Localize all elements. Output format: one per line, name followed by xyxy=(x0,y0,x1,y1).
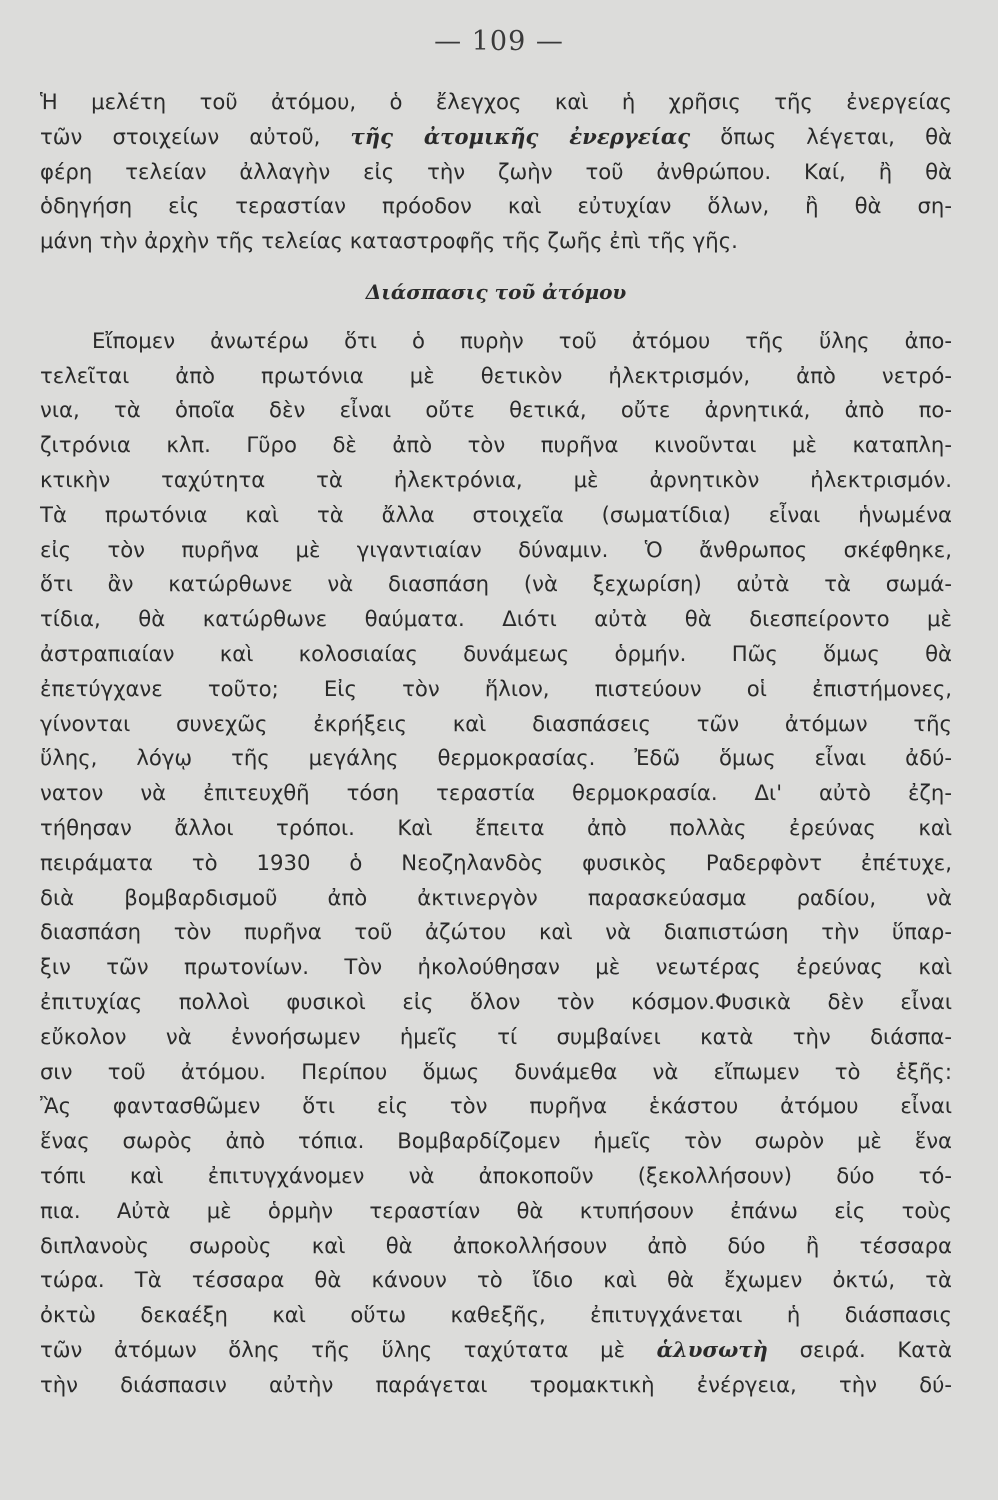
text-line: ξιν τῶν πρωτονίων. Τὸν ἠκολούθησαν μὲ νεωτέρας ἐρεύνας καὶ xyxy=(40,954,952,980)
text-line: φέρη τελείαν ἀλλαγὴν εἰς τὴν ζωὴν τοῦ ἀνθρώπου. Καί, ἢ θὰ xyxy=(40,158,952,184)
text-line: Εἴπομεν ἀνωτέρω ὅτι ὁ πυρὴν τοῦ ἀτόμου τῆς ὕλης ἀπο- xyxy=(92,327,952,353)
text-line: διὰ βομβαρδισμοῦ ἀπὸ ἀκτινεργὸν παρασκεύασμα ραδίου, νὰ xyxy=(40,884,952,910)
text-line: ἐπιτυχίας πολλοὶ φυσικοὶ εἰς ὅλον τὸν κόσμον.Φυσικὰ δὲν εἶναι xyxy=(40,988,952,1014)
text-line: ὀκτὼ δεκαέξη καὶ οὕτω καθεξῆς, ἐπιτυγχάνεται ἡ διάσπασις xyxy=(40,1302,952,1328)
text-line: ὁδηγήση εἰς τεραστίαν πρόοδον καὶ εὐτυχίαν ὅλων, ἢ θὰ ση- xyxy=(40,193,952,219)
text-line: τώρα. Τὰ τέσσαρα θὰ κάνουν τὸ ἴδιο καὶ θὰ ἔχωμεν ὀκτώ, τὰ xyxy=(40,1267,952,1293)
text-line: τῶν ἀτόμων ὅλης τῆς ὕλης ταχύτατα μὲ ἁλυσωτὴ σειρά. Κατὰ xyxy=(40,1336,952,1362)
text-line: τὴν διάσπασιν αὐτὴν παράγεται τρομακτικὴ ἐνέργεια, τὴν δύ- xyxy=(40,1371,952,1397)
text-line: νια, τὰ ὁποῖα δὲν εἶναι οὔτε θετικά, οὔτε ἀρνητικά, ἀπὸ πο- xyxy=(40,397,952,423)
text-line: διασπάση τὸν πυρῆνα τοῦ ἀζώτου καὶ νὰ διαπιστώση τὴν ὕπαρ- xyxy=(40,919,952,945)
text-line: μάνη τὴν ἀρχὴν τῆς τελείας καταστροφῆς τῆς ζωῆς ἐπὶ τῆς γῆς. xyxy=(40,228,738,254)
text-line: τήθησαν ἄλλοι τρόποι. Καὶ ἔπειτα ἀπὸ πολλὰς ἐρεύνας καὶ xyxy=(40,814,952,840)
text-line: Τὰ πρωτόνια καὶ τὰ ἄλλα στοιχεῖα (σωματίδια) εἶναι ἡνωμένα xyxy=(40,501,952,527)
text-line: νατον νὰ ἐπιτευχθῆ τόση τεραστία θερμοκρασία. Δι' αὐτὸ ἐζη- xyxy=(40,780,952,806)
text-line: ἐπετύγχανε τοῦτο; Εἰς τὸν ἥλιον, πιστεύουν οἱ ἐπιστήμονες, xyxy=(40,675,952,701)
text-line: εἰς τὸν πυρῆνα μὲ γιγαντιαίαν δύναμιν. Ὁ ἄνθρωπος σκέφθηκε, xyxy=(40,536,952,562)
text-line: ἀστραπιαίαν καὶ κολοσιαίας δυνάμεως ὁρμήν. Πῶς ὅμως θὰ xyxy=(40,640,952,666)
text-line: τόπι καὶ ἐπιτυγχάνομεν νὰ ἀποκοποῦν (ξεκολλήσουν) δύο τό- xyxy=(40,1162,952,1188)
text-line: ζιτρόνια κλπ. Γῦρο δὲ ἀπὸ τὸν πυρῆνα κινοῦνται μὲ καταπλη- xyxy=(40,432,952,458)
text-line: εὔκολον νὰ ἐννοήσωμεν ἡμεῖς τί συμβαίνει κατὰ τὴν διάσπα- xyxy=(40,1023,952,1049)
text-line: διπλανοὺς σωροὺς καὶ θὰ ἀποκολλήσουν ἀπὸ δύο ἢ τέσσαρα xyxy=(40,1232,952,1258)
text-line: τίδια, θὰ κατώρθωνε θαύματα. Διότι αὐτὰ θὰ διεσπείροντο μὲ xyxy=(40,606,952,632)
text-line: τελεῖται ἀπὸ πρωτόνια μὲ θετικὸν ἠλεκτρισμόν, ἀπὸ νετρό- xyxy=(40,362,952,388)
text-line: Ἂς φαντασθῶμεν ὅτι εἰς τὸν πυρῆνα ἑκάστου ἀτόμου εἶναι xyxy=(40,1093,952,1119)
text-line: γίνονται συνεχῶς ἐκρήξεις καὶ διασπάσεις τῶν ἀτόμων τῆς xyxy=(40,710,952,736)
text-line: σιν τοῦ ἀτόμου. Περίπου ὅμως δυνάμεθα νὰ εἴπωμεν τὸ ἑξῆς: xyxy=(40,1058,952,1084)
text-line: ὕλης, λόγῳ τῆς μεγάλης θερμοκρασίας. Ἐδῶ ὅμως εἶναι ἀδύ- xyxy=(40,745,952,771)
text-line: ὅτι ἂν κατώρθωνε νὰ διασπάση (νὰ ξεχωρίση) αὐτὰ τὰ σωμά- xyxy=(40,571,952,597)
page-body xyxy=(40,85,952,1402)
section-heading: Διάσπασις τοῦ ἀτόμου xyxy=(365,279,627,304)
emphasis-text: ἁλυσωτὴ xyxy=(656,1336,768,1362)
text-line: Ἡ μελέτη τοῦ ἀτόμου, ὁ ἔλεγχος καὶ ἡ χρῆσις τῆς ἐνεργείας xyxy=(40,89,952,114)
page-number: — 109 — xyxy=(434,26,564,57)
text-line: κτικὴν ταχύτητα τὰ ἠλεκτρόνια, μὲ ἀρνητικὸν ἠλεκτρισμόν. xyxy=(40,466,952,492)
text-line: ἕνας σωρὸς ἀπὸ τόπια. Βομβαρδίζομεν ἡμεῖς τὸν σωρὸν μὲ ἕνα xyxy=(40,1128,952,1154)
text-line: πια. Αὐτὰ μὲ ὁρμὴν τεραστίαν θὰ κτυπήσουν ἐπάνω εἰς τοὺς xyxy=(40,1197,952,1223)
text-line: πειράματα τὸ 1930 ὁ Νεοζηλανδὸς φυσικὸς Ραδερφὸντ ἐπέτυχε, xyxy=(40,849,952,875)
emphasis-text: τῆς ἀτομικῆς ἐνεργείας xyxy=(350,123,691,149)
text-line: τῶν στοιχείων αὐτοῦ, τῆς ἀτομικῆς ἐνεργείας ὅπως λέγεται, θὰ xyxy=(40,123,952,149)
